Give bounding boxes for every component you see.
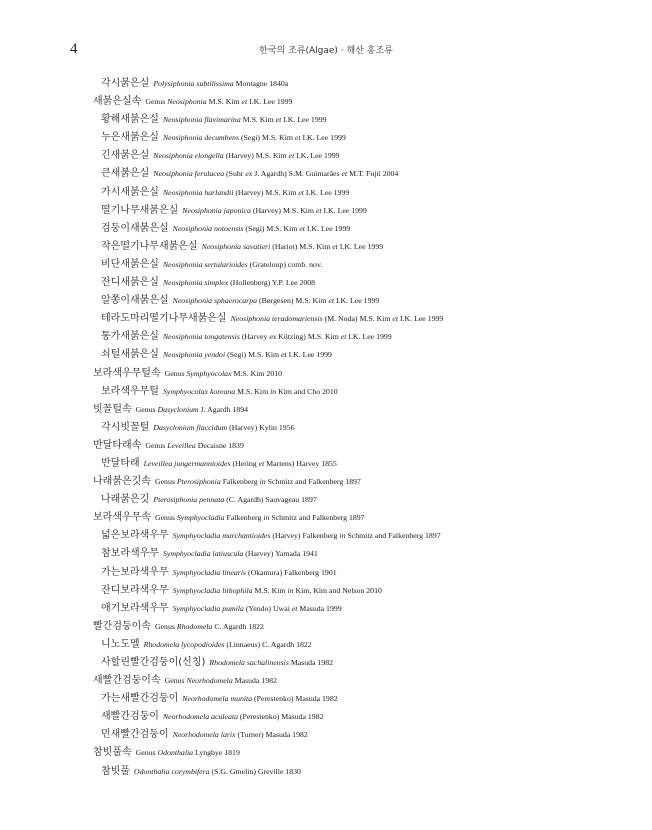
scientific-name: Symphyocolax: [186, 368, 232, 378]
authority-text: J. Agardh 1894: [200, 404, 249, 414]
species-entry: [0, 763, 652, 781]
scientific-name: Neorhodomela aculeata: [162, 712, 238, 722]
species-entry: [0, 582, 652, 600]
authority: [226, 151, 340, 160]
authority-text: (C. Agardh) Sauvageau 1897: [226, 495, 317, 505]
species-entry: [0, 238, 652, 256]
species-entry: [0, 147, 652, 165]
scientific-name: Neosiphonia decumbens: [162, 133, 239, 143]
authority: [201, 405, 248, 414]
authority-text: (Linnaeus) C. Agardh 1822: [226, 639, 312, 649]
korean-name: 빨간검둥이속: [93, 620, 151, 632]
scientific-name: Symphyocladia latiuscula: [162, 549, 244, 559]
scientific-name: Neosiphonia teradomariensis: [230, 314, 323, 324]
scientific-name: Neosiphonia tongatensis: [162, 332, 240, 342]
authority-text: (Yendo) Uwai: [245, 603, 292, 613]
authority: [235, 188, 349, 197]
species-entry: [0, 346, 652, 364]
rank-label: Genus: [154, 513, 175, 523]
species-entry: [0, 726, 652, 744]
authority-text: (Suhr: [226, 169, 246, 179]
authority-text: (Harvey) Falkenberg: [272, 531, 340, 541]
scientific-name: Symphyocladia marchantioides: [172, 531, 271, 541]
authority-text: Falkenberg: [226, 513, 264, 523]
authority-connector: in: [287, 585, 294, 595]
korean-name: 검둥이새붉은실: [101, 222, 169, 234]
authority-connector: in: [259, 477, 266, 487]
species-entry: [0, 690, 652, 708]
scientific-name: Neosiphonia ferulacea: [153, 169, 225, 179]
korean-name: 가는새빨간검둥이: [101, 693, 179, 705]
running-header: 한국의 조류(Algae) · 해산 홍조류: [259, 46, 393, 56]
scientific-name: Neosiphonia savatieri: [201, 241, 271, 251]
rank-label: Genus: [154, 477, 175, 487]
scientific-name: Neosiphonia flavimarina: [162, 115, 241, 125]
species-entry: [0, 455, 652, 473]
authority: [226, 513, 364, 522]
authority: [245, 224, 350, 233]
authority: [325, 314, 444, 323]
authority-text: I.K. Lee 1999: [321, 205, 367, 215]
authority-text: M.T. Fujii 2004: [347, 169, 399, 179]
scientific-name: Leveillea jungermannioides: [143, 458, 231, 468]
authority-text: Masuda 1982: [290, 658, 334, 667]
korean-name: 새빨간검둥이속: [93, 675, 161, 687]
authority-text: Masuda 1999: [297, 603, 342, 613]
authority: [195, 748, 240, 757]
authority: [254, 694, 338, 703]
genus-entry: [0, 93, 652, 111]
authority: [234, 369, 283, 378]
authority: [230, 278, 315, 287]
korean-name: 반달타래: [101, 457, 140, 469]
authority: [259, 296, 379, 305]
authority-text: (Grateloup) comb. nov.: [249, 259, 323, 269]
korean-name: 잔디새붉은실: [101, 277, 159, 289]
korean-name: 사할린빨간검둥이(신칭): [101, 657, 206, 668]
authority: [272, 242, 383, 251]
authority-text: I.K. Lee 1999: [303, 187, 350, 197]
scientific-name: Dasyclonium: [157, 404, 199, 414]
scientific-name: Neosiphonia notoensis: [172, 223, 244, 233]
authority: [229, 423, 294, 432]
korean-name: 알쫑이새붉은실: [101, 295, 169, 307]
authority-text: (Perestenko) Masuda 1982: [254, 694, 338, 704]
rank-label: Genus: [164, 676, 185, 686]
scientific-name: Neosiphonia simplex: [162, 278, 229, 288]
authority-text: I.K. Lee 1999: [334, 296, 380, 306]
authority-text: C. Agardh 1822: [214, 621, 264, 631]
authority-connector: et: [392, 314, 399, 324]
authority-text: (Harvey) M.S. Kim: [225, 151, 289, 161]
authority: [250, 260, 323, 269]
scientific-name: Neorhodomela: [186, 676, 233, 686]
authority-connector: et: [332, 241, 338, 251]
scientific-name: Polysiphonia subtilissima: [153, 79, 234, 88]
scientific-name: Rhodomela lycopodioides: [143, 639, 225, 649]
species-entry: [0, 292, 652, 310]
korean-name: 각시빗꼴털: [101, 421, 150, 433]
authority-text: (Harvey: [241, 332, 270, 342]
authority-connector: et: [340, 332, 347, 342]
taxon-list: [0, 75, 652, 781]
authority-text: (Segi) M.S. Kim: [227, 350, 282, 360]
genus-entry: [0, 618, 652, 636]
authority: [198, 441, 244, 450]
authority-text: M.S. Kim: [254, 585, 288, 595]
authority-connector: et: [275, 115, 282, 125]
authority-text: (Turner) Masuda 1982: [237, 730, 308, 740]
authority-text: I.K. Lee 1999: [294, 151, 340, 161]
authority-text: (Harvey) Yamada 1941: [245, 549, 318, 559]
species-entry: [0, 564, 652, 582]
korean-name: 작은떨기나무새붉은실: [101, 240, 198, 252]
species-entry: [0, 636, 652, 654]
species-entry: [0, 654, 652, 672]
authority: [235, 676, 277, 685]
rank-label: Genus: [145, 440, 166, 450]
authority-text: Decaisne 1839: [197, 440, 244, 450]
authority: [209, 97, 293, 106]
scientific-name: Neosiphonia elongella: [153, 151, 224, 161]
korean-name: 넓은보라색우무: [101, 530, 169, 542]
authority: [214, 622, 264, 631]
scientific-name: Symphyocladia pumila: [172, 603, 244, 613]
korean-name: 나래붉은깃속: [93, 476, 151, 488]
authority-connector: et: [288, 151, 295, 161]
authority: [212, 767, 301, 776]
authority-connector: et: [258, 458, 265, 468]
korean-name: 참빗풀: [101, 765, 130, 777]
species-entry: [0, 274, 652, 292]
korean-name: 나래붉은깃: [101, 494, 150, 506]
authority: [237, 730, 307, 739]
species-entry: [0, 165, 652, 183]
authority-text: Masuda 1982: [234, 676, 277, 686]
species-entry: [0, 184, 652, 202]
authority-text: (Hollenberg) Y.P. Lee 2008: [230, 278, 316, 288]
scientific-name: Neorhodomela munita: [182, 694, 253, 704]
korean-name: 황해새붉은실: [101, 114, 159, 126]
authority-text: M.S. Kim: [208, 97, 242, 107]
authority-text: (Hering: [232, 458, 259, 468]
genus-entry: [0, 365, 652, 383]
korean-name: 보라색우무털: [101, 385, 159, 397]
authority: [243, 115, 327, 124]
authority-text: I.K. Lee 1999: [346, 332, 392, 342]
authority-text: I.K. Lee 1999: [398, 314, 444, 324]
authority-text: (Segi) M.S. Kim: [240, 133, 295, 143]
species-entry: [0, 328, 652, 346]
authority-text: Kim and Cho 2010: [276, 386, 338, 396]
authority-text: Falkenberg: [222, 477, 260, 487]
species-entry: [0, 111, 652, 129]
korean-name: 가시새붉은실: [101, 186, 159, 198]
species-entry: [0, 545, 652, 563]
scientific-name: Leveillea: [167, 440, 196, 450]
authority-text: I.K. Lee 1999: [337, 241, 384, 251]
genus-entry: [0, 744, 652, 762]
korean-name: 큰새붉은실: [101, 168, 150, 180]
authority-connector: et: [328, 296, 335, 306]
korean-name: 긴새붉은실: [101, 150, 150, 162]
authority: [240, 712, 324, 721]
authority: [255, 586, 382, 595]
species-entry: [0, 220, 652, 238]
authority-text: I.K. Lee 1999: [304, 223, 351, 233]
species-entry: [0, 600, 652, 618]
authority-connector: et: [281, 350, 287, 360]
authority: [291, 658, 333, 667]
korean-name: 새붉은실속: [93, 96, 142, 108]
authority-text: Schmitz and Falkenberg 1897: [345, 531, 441, 541]
authority: [236, 79, 289, 88]
authority: [226, 495, 317, 504]
rank-label: Genus: [145, 97, 166, 107]
authority-text: (S.G. Gmelin) Greville 1830: [211, 766, 301, 776]
authority: [223, 477, 361, 486]
authority-text: I.K. Lee 1999: [281, 115, 327, 125]
scientific-name: Odonthalia corymbifera: [133, 766, 210, 776]
authority-text: Martens) Harvey 1855: [264, 458, 337, 468]
korean-name: 각시붉은실: [101, 78, 150, 89]
scientific-name: Symphyocladia: [176, 513, 225, 523]
scientific-name: Symphyocladia lithophila: [172, 585, 253, 595]
authority-connector: et: [341, 169, 348, 179]
genus-entry: [0, 509, 652, 527]
scientific-name: Dasyclonium flaccidum: [153, 422, 228, 432]
authority-text: (Børgesen) M.S. Kim: [258, 296, 329, 306]
authority-text: Schmitz and Falkenberg 1897: [265, 477, 361, 487]
authority-text: Kützing) M.S. Kim: [276, 332, 341, 342]
scientific-name: Neorhodomela larix: [172, 730, 236, 740]
rank-label: Genus: [154, 621, 175, 631]
species-entry: [0, 256, 652, 274]
authority-connector: ex: [269, 332, 277, 342]
authority-connector: in: [270, 386, 277, 396]
rank-label: Genus: [164, 368, 185, 378]
authority-text: (Perestenko) Masuda 1982: [239, 712, 324, 722]
scientific-name: Neosiphonia yendoi: [162, 350, 226, 360]
authority: [245, 549, 318, 558]
species-entry: [0, 129, 652, 147]
scientific-name: Neosiphonia: [167, 97, 207, 107]
authority: [242, 332, 392, 341]
authority-connector: et: [299, 223, 305, 233]
species-entry: [0, 527, 652, 545]
scientific-name: Neosiphonia sphaerocarpa: [172, 296, 258, 306]
authority-text: M.S. Kim: [242, 115, 276, 125]
scientific-name: Neosiphonia harlandii: [162, 187, 234, 197]
authority-text: (M. Noda) M.S. Kim: [324, 314, 393, 324]
species-entry: [0, 491, 652, 509]
scientific-name: Neosiphonia japonica: [182, 205, 251, 215]
korean-name: 쇠털새붉은실: [101, 349, 159, 361]
authority: [241, 133, 346, 142]
korean-name: 떨기나무새붉은실: [101, 204, 179, 216]
korean-name: 빗꼴털속: [93, 403, 132, 415]
authority-connector: in: [339, 531, 346, 541]
authority-text: (Harvey) M.S. Kim: [252, 205, 316, 215]
korean-name: 보라색우무속: [93, 512, 151, 524]
authority: [232, 459, 336, 468]
species-entry: [0, 202, 652, 220]
authority-text: (Harvey) M.S. Kim: [235, 187, 299, 197]
genus-entry: [0, 672, 652, 690]
authority-text: (Hariot) M.S. Kim: [272, 241, 333, 251]
korean-name: 니노도멜: [101, 638, 140, 650]
rank-label: Genus: [135, 404, 156, 414]
korean-name: 민새빨간검둥이: [101, 729, 169, 741]
scientific-name: Pterosiphonia pennata: [153, 495, 225, 505]
authority-text: (Okamura) Falkenberg 1901: [248, 567, 337, 577]
korean-name: 테라도마리떨기나무새붉은실: [101, 313, 227, 325]
authority: [246, 604, 342, 613]
authority: [226, 640, 311, 649]
korean-name: 잔디보라색우무: [101, 584, 169, 596]
authority-text: M.S. Kim 2010: [233, 368, 283, 378]
authority-text: Montagne 1840a: [235, 79, 289, 88]
species-entry: [0, 383, 652, 401]
rank-label: Genus: [135, 748, 156, 758]
authority-text: (Segi) M.S. Kim: [245, 223, 300, 233]
authority-connector: et: [294, 133, 301, 143]
page-number: 4: [70, 41, 78, 57]
scientific-name: Rhodomela: [176, 621, 213, 631]
genus-entry: [0, 401, 652, 419]
authority: [227, 350, 332, 359]
korean-name: 새빨간검둥이: [101, 711, 159, 723]
authority: [226, 169, 398, 178]
korean-name: 참보라색우무: [101, 548, 159, 560]
scientific-name: Rhodomela sachalinensis: [209, 658, 289, 667]
korean-name: 참빗풀속: [93, 747, 132, 759]
korean-name: 가는보라색우무: [101, 566, 169, 578]
korean-name: 반달타래속: [93, 439, 142, 451]
authority-text: I.K. Lee 1999: [300, 133, 346, 143]
authority: [272, 531, 440, 540]
authority-text: J. Agardh) S.M. Guimarães: [252, 169, 342, 179]
korean-name: 애기보라색우무: [101, 602, 169, 614]
scientific-name: Symphyocladia linearis: [172, 567, 247, 577]
genus-entry: [0, 437, 652, 455]
authority-text: Lyngbye 1819: [195, 748, 240, 758]
korean-name: 누은새붉은실: [101, 132, 159, 144]
authority: [237, 387, 338, 396]
authority-text: Schmitz and Falkenberg 1897: [269, 513, 365, 523]
authority-text: I.K. Lee 1999: [286, 350, 332, 360]
authority-connector: ex: [245, 169, 253, 179]
scientific-name: Symphyocolax koreana: [162, 386, 236, 396]
genus-entry: [0, 473, 652, 491]
species-entry: [0, 75, 652, 93]
scientific-name: Neosiphonia sertularioides: [162, 259, 248, 269]
authority-text: Kim, Kim and Nelson 2010: [293, 585, 382, 595]
authority-connector: et: [241, 97, 248, 107]
korean-name: 보라색우무털속: [93, 367, 161, 379]
species-entry: [0, 310, 652, 328]
authority: [253, 206, 367, 215]
authority-connector: et: [291, 603, 298, 613]
korean-name: 비단새붉은실: [101, 258, 159, 270]
species-entry: [0, 708, 652, 726]
korean-name: 통가새붉은실: [101, 331, 159, 343]
authority-text: M.S. Kim: [237, 386, 271, 396]
authority-connector: et: [315, 205, 322, 215]
authority-connector: in: [263, 513, 270, 523]
scientific-name: Odonthalia: [157, 748, 194, 758]
authority-text: I.K. Lee 1999: [247, 97, 293, 107]
authority-connector: et: [298, 187, 304, 197]
authority: [248, 568, 337, 577]
authority-text: (Harvey) Kylin 1956: [229, 422, 295, 432]
scientific-name: Pterosiphonia: [176, 477, 221, 487]
species-entry: [0, 419, 652, 437]
